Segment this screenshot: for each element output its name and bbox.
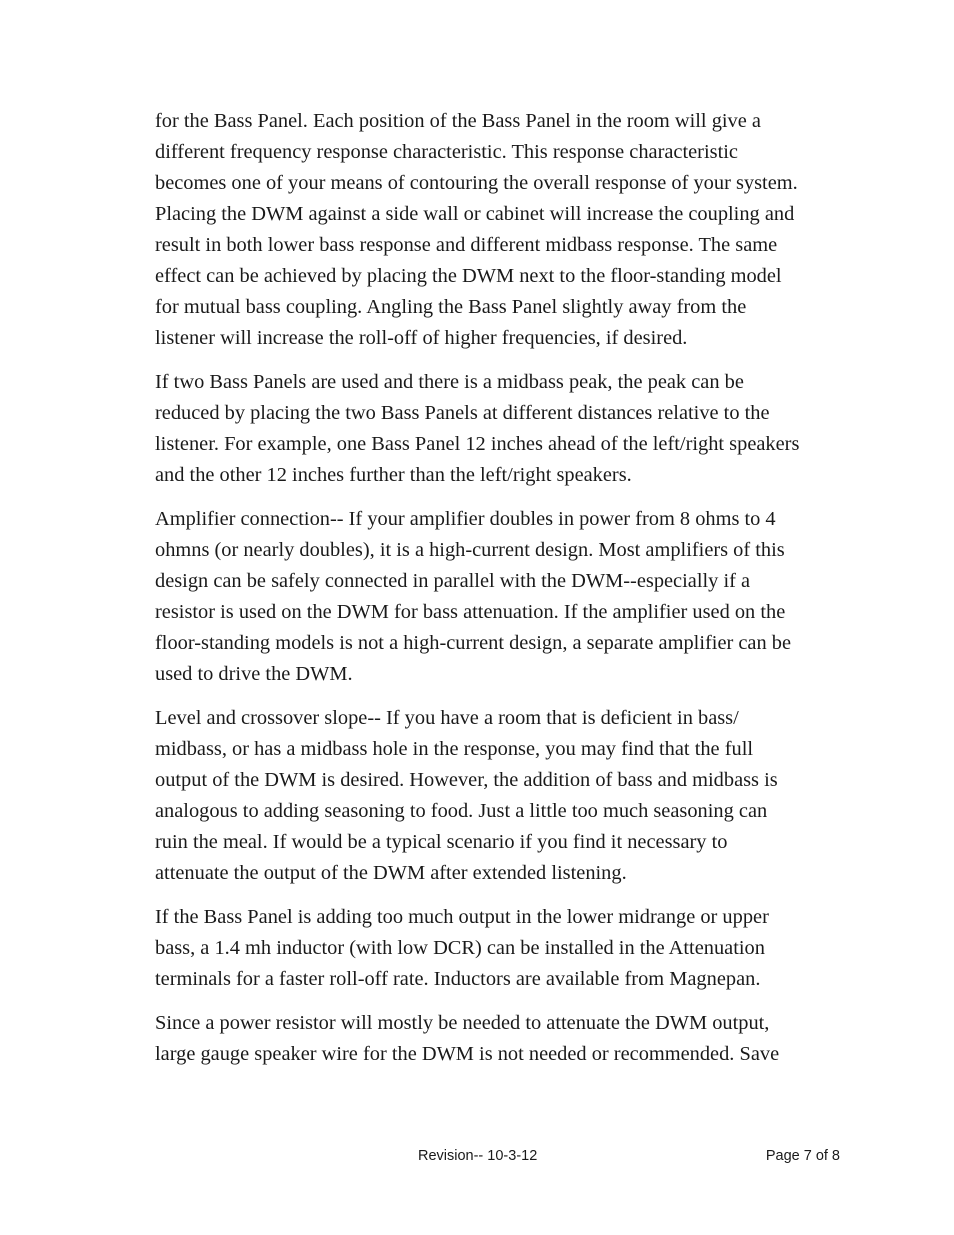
text-line: terminals for a faster roll-off rate. Inductors are available from Magnepan. [155,968,761,990]
paragraph-inductor [155,902,855,995]
revision-label: Revision-- 10-3-12 [418,1148,538,1164]
text-line: resistor is used on the DWM for bass attenuation. If the amplifier used on the [155,601,786,623]
text-line: reduced by placing the two Bass Panels at different distances relative to the [155,402,770,424]
text-line: If two Bass Panels are used and there is a midbass peak, the peak can be [155,371,744,393]
text-line: floor-standing models is not a high-current design, a separate amplifier can be [155,632,792,654]
text-line: large gauge speaker wire for the DWM is not needed or recommended. Save [155,1043,780,1065]
paragraph-two-bass-panels [155,367,855,491]
text-line: output of the DWM is desired. However, the addition of bass and midbass is [155,769,778,791]
text-line: listener will increase the roll-off of higher frequencies, if desired. [155,327,688,349]
page-number: Page 7 of 8 [765,1148,840,1164]
text-line: midbass, or has a midbass hole in the response, you may find that the full [155,738,754,760]
paragraph-speaker-wire [155,1008,855,1070]
paragraph-bass-panel-placement [155,106,855,354]
text-line: effect can be achieved by placing the DWM next to the floor-standing model [155,265,782,287]
text-line: becomes one of your means of contouring the overall response of your system. [155,172,798,194]
text-line: for the Bass Panel. Each position of the Bass Panel in the room will give a [155,110,761,132]
text-line: Placing the DWM against a side wall or cabinet will increase the coupling and [155,203,795,225]
text-line: Since a power resistor will mostly be needed to attenuate the DWM output, [155,1012,770,1034]
text-line: result in both lower bass response and different midbass response. The same [155,234,778,256]
text-line: Amplifier connection-- If your amplifier doubles in power from 8 ohms to 4 [155,508,776,530]
paragraph-level-crossover-slope [155,703,855,889]
text-line: used to drive the DWM. [155,663,353,685]
text-line: design can be safely connected in parallel with the DWM--especially if a [155,570,751,592]
paragraph-amplifier-connection [155,504,855,690]
text-line: ohmns (or nearly doubles), it is a high-current design. Most amplifiers of this [155,539,785,561]
body-text [155,106,855,1083]
text-line: If the Bass Panel is adding too much output in the lower midrange or upper [155,906,769,928]
text-line: different frequency response characteristic. This response characteristic [155,141,738,163]
text-line: attenuate the output of the DWM after extended listening. [155,862,627,884]
text-line: bass, a 1.4 mh inductor (with low DCR) can be installed in the Attenuation [155,937,765,959]
text-line: and the other 12 inches further than the left/right speakers. [155,464,632,486]
page-footer [0,1148,954,1168]
text-line: listener. For example, one Bass Panel 12 inches ahead of the left/right speakers [155,433,800,455]
text-line: for mutual bass coupling. Angling the Bass Panel slightly away from the [155,296,747,318]
text-line: Level and crossover slope-- If you have a room that is deficient in bass/ [155,707,739,729]
text-line: analogous to adding seasoning to food. Just a little too much seasoning can [155,800,768,822]
text-line: ruin the meal. If would be a typical scenario if you find it necessary to [155,831,728,853]
